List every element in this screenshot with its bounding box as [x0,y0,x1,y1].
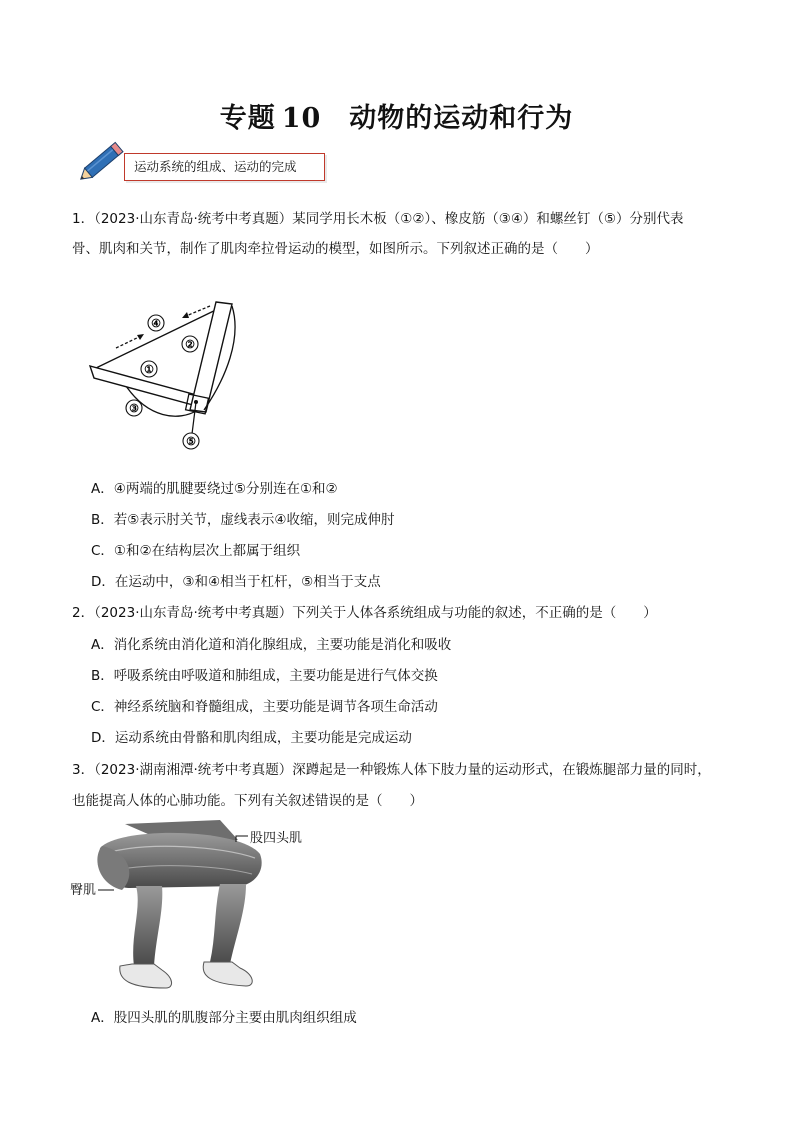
fig1-label-5: ⑤ [186,435,196,448]
q3-stem-line2: 也能提高人体的心肺功能。下列有关叙述错误的是（ ） [72,793,423,809]
q1-option-d[interactable]: D．在运动中，③和④相当于杠杆，⑤相当于支点 [91,574,381,590]
title-number: 10 [281,103,322,134]
page-title [0,96,793,135]
q2-option-d[interactable]: D．运动系统由骨骼和肌肉组成，主要功能是完成运动 [91,730,412,746]
pencil-icon [72,136,132,192]
q2-stem: 2．（2023·山东青岛·统考中考真题）下列关于人体各系统组成与功能的叙述，不正确的是（ ） [72,605,657,621]
fig1-label-2: ② [185,338,195,351]
title-prefix: 专题 [219,103,276,134]
q2-option-b[interactable]: B．呼吸系统由呼吸道和肺组成，主要功能是进行气体交换 [91,668,438,684]
section-label: 运动系统的组成、运动的完成 [134,159,297,174]
fig1-label-1: ① [144,363,154,376]
section-header [124,153,325,181]
q1-option-c[interactable]: C．①和②在结构层次上都属于组织 [91,543,301,559]
q3-stem-line1: 3．（2023·湖南湘潭·统考中考真题）深蹲起是一种锻炼人体下肢力量的运动形式，在锻炼腿部力量的同时， [72,762,711,778]
q1-option-a[interactable]: A．④两端的肌腱要绕过⑤分别连在①和② [91,481,338,497]
q2-option-c[interactable]: C．神经系统脑和脊髓组成，主要功能是调节各项生命活动 [91,699,438,715]
gluteus-label: 臀肌 [70,883,97,898]
fig1-label-3: ③ [129,402,139,415]
quadriceps-label: 股四头肌 [250,831,303,846]
q1-option-b[interactable]: B．若⑤表示肘关节，虚线表示④收缩，则完成伸肘 [91,512,395,528]
q1-stem-line1: 1．（2023·山东青岛·统考中考真题）某同学用长木板（①②）、橡皮筋（③④）和螺丝钉（⑤）分别代表 [72,211,684,227]
bone-muscle-model-figure [86,298,246,456]
squat-muscle-figure [70,818,330,996]
fig1-label-4: ④ [151,317,161,330]
q3-option-a[interactable]: A．股四头肌的肌腹部分主要由肌肉组织组成 [91,1010,357,1026]
q1-stem-line2: 骨、肌肉和关节，制作了肌肉牵拉骨运动的模型，如图所示。下列叙述正确的是（ ） [72,241,599,257]
q2-option-a[interactable]: A．消化系统由消化道和消化腺组成，主要功能是消化和吸收 [91,637,452,653]
title-name: 动物的运动和行为 [349,103,574,134]
